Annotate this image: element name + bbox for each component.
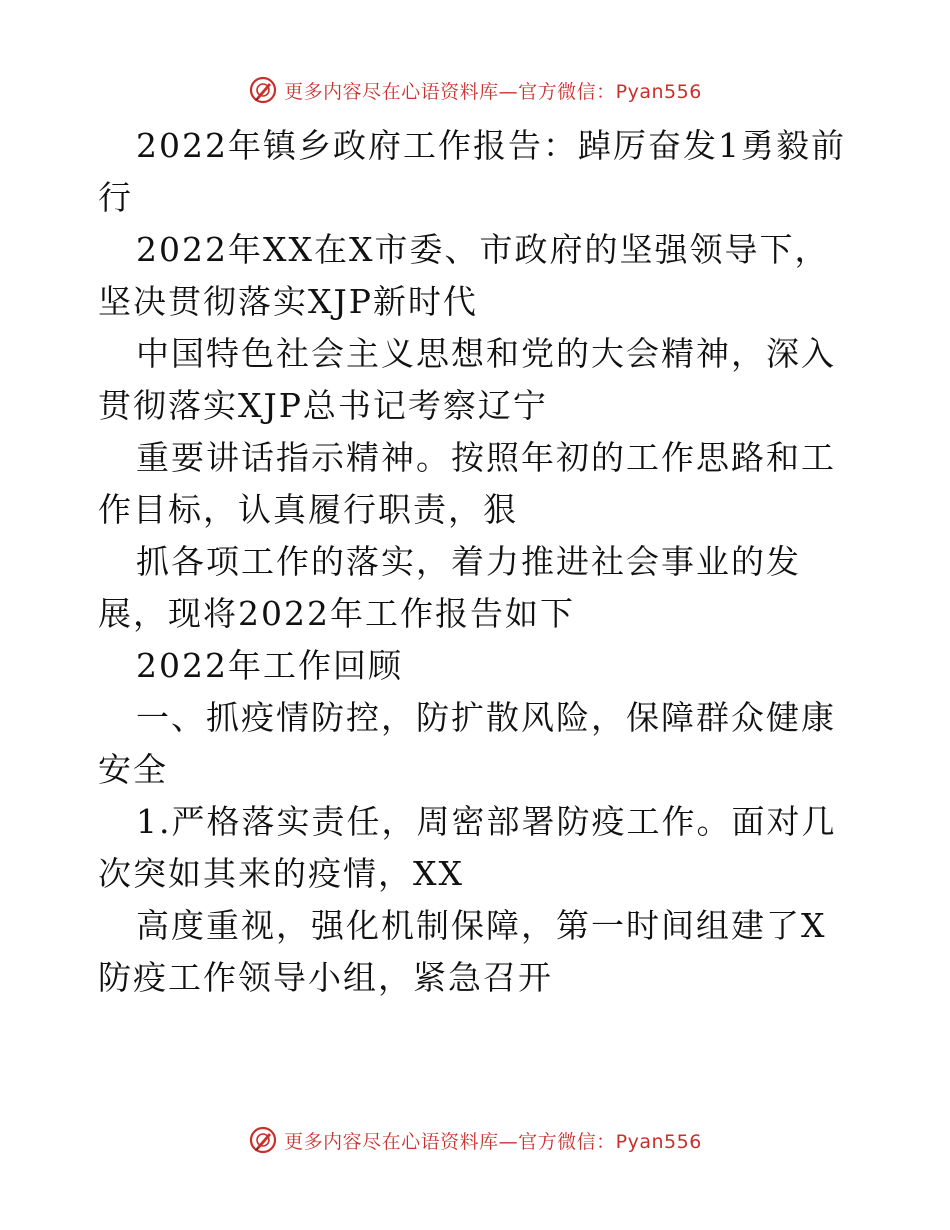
paragraph: 重要讲话指示精神。按照年初的工作思路和工作目标，认真履行职责，狠 [98,438,836,529]
paragraph: 高度重视，强化机制保障，第一时间组建了X防疫工作领导小组，紧急召开 [98,906,827,997]
watermark-text: 更多内容尽在心语资料库—官方微信：Pyan556 [284,80,702,103]
section-heading: 一、抓疫情防控，防扩散风险，保障群众健康安全 [98,698,836,789]
watermark-footer [0,1122,950,1158]
section-heading: 2022年工作回顾 [136,646,403,685]
watermark-header [0,72,950,108]
document-body [98,120,858,1004]
paragraph: 2022年XX在X市委、市政府的坚强领导下，坚决贯彻落实XJP新时代 [98,230,830,321]
pen-logo-icon [248,75,278,105]
watermark-text: 更多内容尽在心语资料库—官方微信：Pyan556 [284,1130,702,1153]
paragraph: 1.严格落实责任，周密部署防疫工作。面对几次突如其来的疫情，XX [98,802,837,893]
paragraph: 抓各项工作的落实，着力推进社会事业的发展，现将2022年工作报告如下 [98,542,801,633]
pen-logo-icon [248,1125,278,1155]
paragraph: 中国特色社会主义思想和党的大会精神，深入贯彻落实XJP总书记考察辽宁 [98,334,836,425]
document-title: 2022年镇乡政府工作报告：踔厉奋发1勇毅前行 [98,126,846,217]
